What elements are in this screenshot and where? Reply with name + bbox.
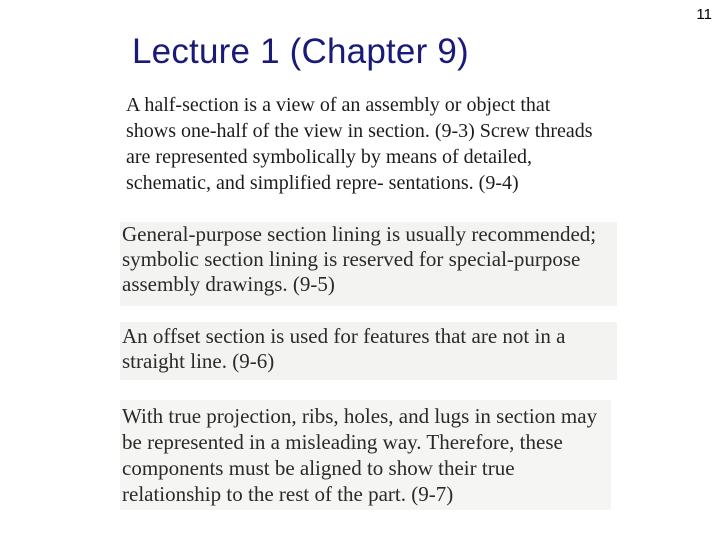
paragraph-offset-section: An offset section is used for features that are not in a straight line. (9-6) [122, 324, 566, 373]
page-number: 11 [696, 6, 712, 23]
paragraph-section-lining: General-purpose section lining is usually recommended; symbolic section lining is reserved for special-purpose assembly drawings. (9-5) [122, 222, 597, 296]
paragraph-half-section: A half-section is a view of an assembly or object that shows one-half of the view in section. (9-3) Screw threads are represented symbolically by means of detailed, schematic, and simplified repre- sentations. (9-4) [126, 94, 593, 194]
scanned-text-block-section-lining [120, 222, 617, 306]
scanned-text-block-true-projection [120, 400, 611, 510]
paragraph-true-projection: With true projection, ribs, holes, and lugs in section may be represented in a misleading way. Therefore, these components must be aligned to show their true relationship to the rest of the part. (9-7) [122, 404, 598, 506]
slide-title: Lecture 1 (Chapter 9) [132, 32, 469, 71]
scanned-text-block-offset-section [120, 322, 617, 380]
scanned-text-block-half-section [126, 92, 596, 196]
